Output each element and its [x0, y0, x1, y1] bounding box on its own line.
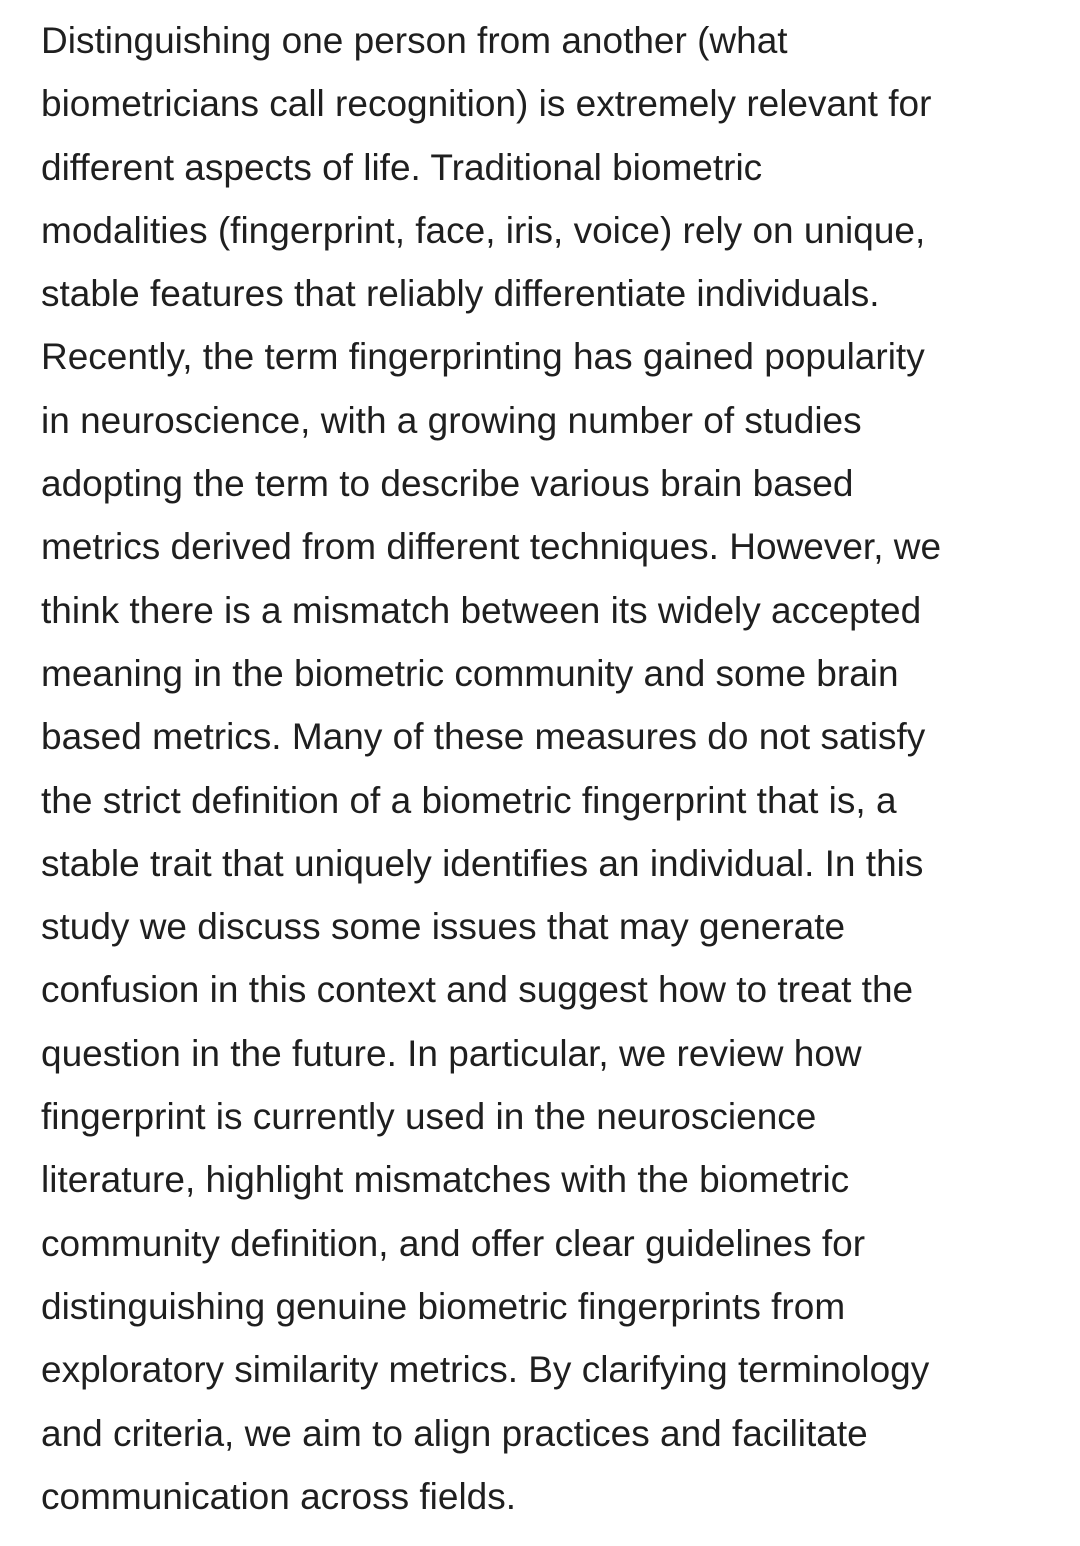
abstract-paragraph: Distinguishing one person from another (what biometricians call recognition) is extremely relevant for different aspects of life. Traditional biometric modalities (fingerprint, face, iris, voice) rely on unique, stable features that reliably differentiate individuals. Recently, the term fingerprinting has gained popularity in neuroscience, with a growing number of studies adopting the term to describe various brain based metrics derived from different techniques. However, we think there is a mismatch between its widely accepted meaning in the biometric community and some brain based metrics. Many of these measures do not satisfy the strict definition of a biometric fingerprint that is, a stable trait that uniquely identifies an individual. In this study we discuss some issues that may generate confusion in this context and suggest how to treat the question in the future. In particular, we review how fingerprint is currently used in the neuroscience literature, highlight mismatches with the biometric community definition, and offer clear guidelines for distinguishing genuine biometric fingerprints from exploratory similarity metrics. By clarifying terminology and criteria, we aim to align practices and facilitate communication across fields.: [41, 20, 942, 1517]
